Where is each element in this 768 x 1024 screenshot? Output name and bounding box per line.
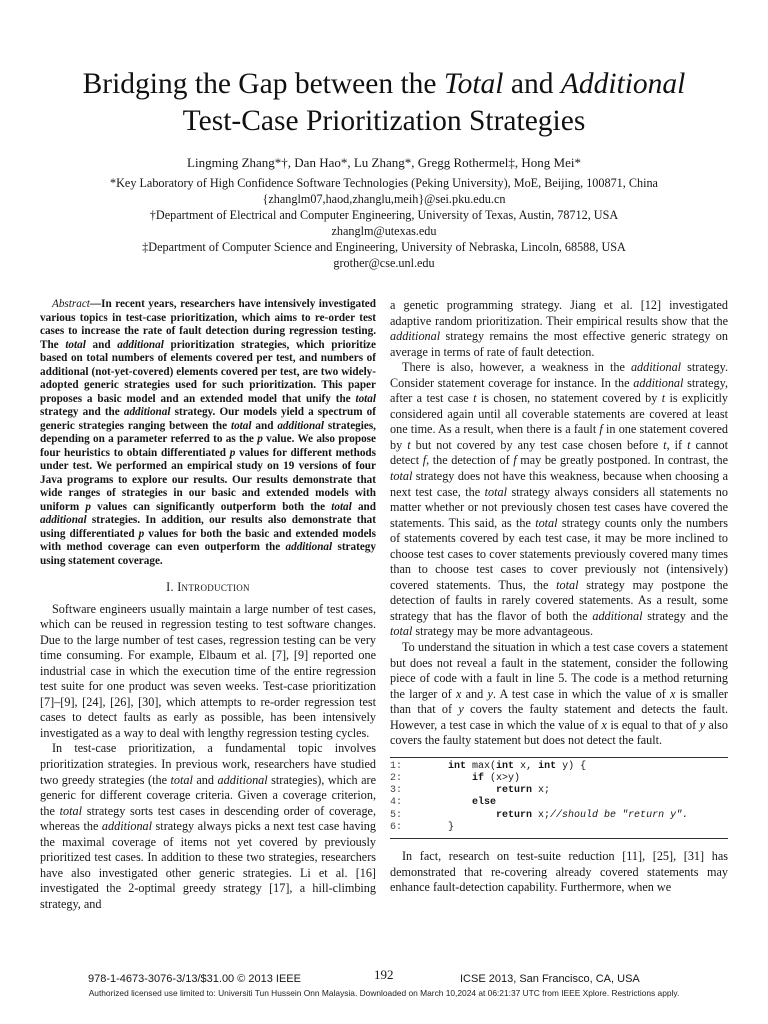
title-text: and bbox=[503, 68, 561, 100]
title-text: Bridging the Gap between the bbox=[82, 68, 444, 100]
paper-title bbox=[0, 66, 768, 140]
email-texas: zhanglm@utexas.edu bbox=[331, 224, 437, 238]
code-line bbox=[390, 773, 728, 785]
intro-paragraph-2: In test-case prioritization, a fundamental topic involves prioritization strategies. In previous work, researchers have studied two greedy strategies (the total and additional strategies), which are generic for different coverage criteria. Given a coverage criterion, the total strategy sorts test cases in descending order of coverage, whereas the additional strategy always picks a next test case having the maximal coverage of items not yet covered by previously prioritized test cases. In addition to these two strategies, researchers have also investigated other generic strategies. Li et al. [16] investigated the 2-optimal greedy strategy [17], a hill-climbing strategy, and bbox=[40, 741, 376, 911]
email-nebraska: grother@cse.unl.edu bbox=[333, 256, 435, 270]
right-paragraph-1: a genetic programming strategy. Jiang et al. [12] investigated adaptive random prioritization. Their empirical results show that the additional strategy remains the most effective generic strategy on average in terms of rate of fault detection. bbox=[390, 298, 728, 359]
code-text: y) { bbox=[556, 760, 587, 772]
code-line bbox=[390, 785, 728, 797]
code-text: x; bbox=[532, 809, 551, 821]
code-line bbox=[390, 822, 728, 834]
author-list: Lingming Zhang*†, Dan Hao*, Lu Zhang*, Gregg Rothermel‡, Hong Mei* bbox=[187, 155, 581, 170]
right-column bbox=[390, 298, 728, 896]
code-line-number: 6: bbox=[390, 821, 403, 833]
email-peking: {zhanglm07,haod,zhanglu,meih}@sei.pku.edu.cn bbox=[262, 192, 506, 206]
abstract-label: Abstract bbox=[52, 298, 90, 310]
code-keyword: return bbox=[496, 785, 533, 797]
page-number: 192 bbox=[374, 967, 394, 982]
footer-isbn: 978-1-4673-3076-3/13/$31.00 © 2013 IEEE bbox=[88, 973, 301, 985]
section-heading-introduction: I. Introduction bbox=[166, 580, 250, 594]
code-line bbox=[390, 797, 728, 809]
intro-paragraph-1: Software engineers usually maintain a large number of test cases, which can be reused in regression testing to test software changes. Due to the large number of test cases, regression testing can be very time consuming. For example, Elbaum et al. [7], [9] reported one industrial case in which the execution time of the entire regression test suite for one product was seven weeks. Test-case prioritization [7]–[9], [24], [26], [30], which attempts to re-order regression test cases to detect faults as early as possible, has been intensively investigated as a way to deal with lengthy regression testing cycles. bbox=[40, 601, 376, 740]
code-keyword: return bbox=[496, 809, 533, 821]
code-text: (x>y) bbox=[484, 773, 521, 785]
code-line-number: 1: bbox=[390, 760, 403, 772]
code-text: x; bbox=[532, 785, 551, 797]
left-column bbox=[40, 298, 376, 912]
license-notice: Authorized licensed use limited to: Universiti Tun Hussein Onn Malaysia. Downloaded on March 10,2024 at 06:21:37 UTC from IEEE Xplore. Restrictions apply. bbox=[88, 988, 680, 998]
affiliation-texas: †Department of Electrical and Computer Engineering, University of Texas, Austin, 78712, USA bbox=[149, 208, 619, 222]
code-keyword: int bbox=[448, 760, 467, 772]
code-text: } bbox=[448, 821, 455, 833]
code-comment: //should be "return y". bbox=[550, 809, 689, 821]
code-keyword: else bbox=[472, 797, 497, 809]
code-line-number: 4: bbox=[390, 797, 403, 809]
code-line-number: 3: bbox=[390, 785, 403, 797]
code-keyword: int bbox=[496, 760, 515, 772]
code-listing bbox=[390, 757, 728, 839]
code-line-number: 5: bbox=[390, 809, 403, 821]
right-paragraph-3: To understand the situation in which a test case covers a statement but does not reveal a fault in the statement, consider the following piece of code with a fault in line 5. The code is a method returning the larger of x and y. A test case in which the value of x is smaller than that of y covers the faulty statement and detects the fault. However, a test case in which the value of x is equal to that of y also covers the faulty statement but does not detect the fault. bbox=[390, 640, 728, 748]
title-text-line2: Test-Case Prioritization Strategies bbox=[182, 105, 586, 137]
footer-venue: ICSE 2013, San Francisco, CA, USA bbox=[460, 973, 640, 985]
affiliation-nebraska: ‡Department of Computer Science and Engineering, University of Nebraska, Lincoln, 68588, USA bbox=[142, 240, 626, 254]
title-text-additional: Additional bbox=[560, 68, 686, 100]
abstract: Abstract—In recent years, researchers have intensively investigated various topics in test-case prioritization, which aims to re-order test cases to increase the rate of fault detection during regression testing. The total and additional prioritization strategies, which prioritize based on total numbers of elements covered per test, and numbers of additional (not-yet-covered) elements covered per test, are two widely-adopted generic strategies used for such prioritization. This paper proposes a basic model and an extended model that unify the total strategy and the additional strategy. Our models yield a spectrum of generic strategies ranging between the total and additional strategies, depending on a parameter referred to as the p value. We also propose four heuristics to obtain differentiated p values for different methods under test. We performed an empirical study on 19 versions of four Java programs to explore our results. Our results demonstrate that wide ranges of strategies in our basic and extended models with uniform p values can significantly outperform both the total and additional strategies. In addition, our results also demonstrate that using differentiated p values for both the basic and extended models with method coverage can even outperform the additional strategy using statement coverage. bbox=[40, 298, 376, 567]
affiliation-peking: *Key Laboratory of High Confidence Software Technologies (Peking University), MoE, Beijing, 100871, China bbox=[110, 176, 658, 190]
code-text: x, bbox=[514, 760, 539, 772]
code-keyword: if bbox=[472, 773, 485, 785]
right-paragraph-4: In fact, research on test-suite reduction [11], [25], [31] has demonstrated that re-covering already covered statements may enhance fault-detection capability. Furthermore, when we bbox=[390, 849, 728, 895]
title-text-total: Total bbox=[443, 68, 504, 100]
code-keyword: int bbox=[538, 760, 557, 772]
code-text: max( bbox=[466, 760, 497, 772]
code-line bbox=[390, 761, 728, 773]
right-paragraph-2: There is also, however, a weakness in the additional strategy. Consider statement coverage for instance. In the additional strategy, after a test case t is chosen, no statement covered by t is explicitly considered again until all coverable statements are covered at least one time. As a result, when there is a fault f in one statement covered by t but not covered by any test case chosen before t, if t cannot detect f, the detection of f may be greatly postponed. In contrast, the total strategy does not have this weakness, because when choosing a next test case, the total strategy always considers all statements no matter whether or not previously chosen test cases have covered the statements. This said, as the total strategy counts only the numbers of statements covered by each test case, it may be more inclined to choose test cases to cover statements previously covered many times than to choose test cases to cover previously not (intensively) covered statements. Thus, the total strategy may postpone the detection of faults in rarely covered statements. As a result, some strategy that has the flavor of both the additional strategy and the total strategy may be more advantageous. bbox=[390, 360, 728, 639]
code-line bbox=[390, 810, 728, 822]
code-line-number: 2: bbox=[390, 773, 403, 785]
